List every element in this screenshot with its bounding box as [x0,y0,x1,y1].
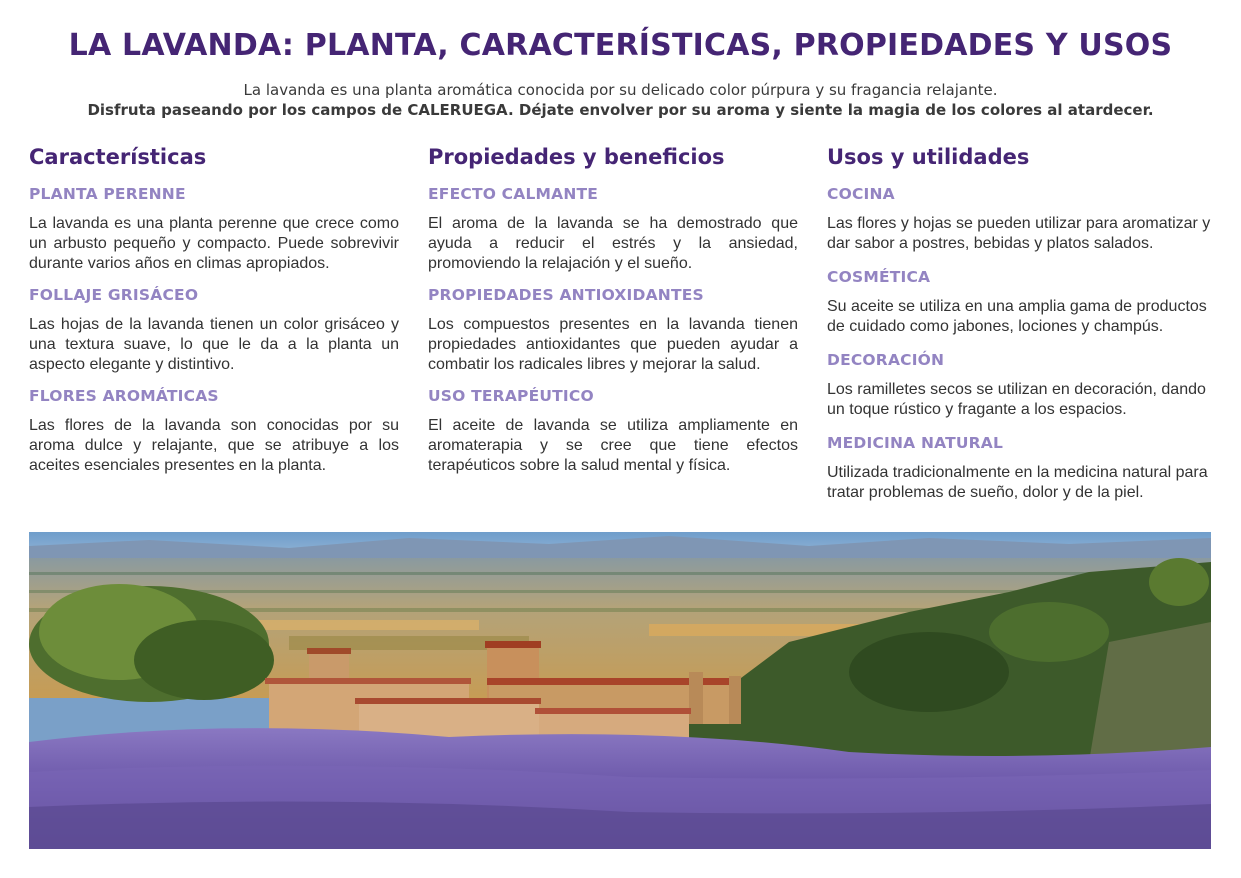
section-title: PLANTA PERENNE [29,185,186,203]
section-follaje-grisaceo [29,285,399,375]
section-medicina-natural [827,433,1211,503]
section-title: COSMÉTICA [827,268,931,286]
lavender-landscape-image [29,532,1211,849]
section-decoracion [827,350,1211,420]
section-title: PROPIEDADES ANTIOXIDANTES [428,286,704,304]
section-uso-terapeutico [428,386,798,476]
column-heading: Usos y utilidades [827,145,1030,169]
section-cocina [827,184,1211,254]
column-caracteristicas [29,144,399,487]
section-text: El aceite de lavanda se utiliza ampliamente en aromaterapia y se cree que tiene efectos terapéuticos sobre la salud mental y física. [428,417,798,474]
section-text: Su aceite se utiliza en una amplia gama de productos de cuidado como jabones, lociones y champús. [827,298,1207,335]
intro-line-1: La lavanda es una planta aromática conocida por su delicado color púrpura y su fragancia relajante. [243,81,998,99]
section-text: Los ramilletes secos se utilizan en decoración, dando un toque rústico y fragante a los espacios. [827,381,1206,418]
section-efecto-calmante [428,184,798,274]
column-propiedades [428,144,798,487]
section-text: Las flores y hojas se pueden utilizar para aromatizar y dar sabor a postres, bebidas y platos salados. [827,215,1211,252]
section-text: La lavanda es una planta perenne que crece como un arbusto pequeño y compacto. Puede sobrevivir durante varios años en climas apropiados. [29,215,399,272]
section-title: DECORACIÓN [827,351,945,369]
section-planta-perenne [29,184,399,274]
section-text: Las hojas de la lavanda tienen un color grisáceo y una textura suave, lo que le da a la planta un aspecto elegante y distintivo. [29,316,399,373]
section-text: Los compuestos presentes en la lavanda tienen propiedades antioxidantes que pueden ayudar a combatir los radicales libres y mejorar la salud. [428,316,798,373]
section-antioxidantes [428,285,798,375]
section-title: MEDICINA NATURAL [827,434,1004,452]
column-usos [827,144,1211,516]
section-text: Utilizada tradicionalmente en la medicina natural para tratar problemas de sueño, dolor y de la piel. [827,464,1208,501]
intro [0,80,1241,120]
section-title: FOLLAJE GRISÁCEO [29,286,199,304]
section-title: USO TERAPÉUTICO [428,387,594,405]
section-text: El aroma de la lavanda se ha demostrado que ayuda a reducir el estrés y la ansiedad, promoviendo la relajación y el sueño. [428,215,798,272]
section-flores-aromaticas [29,386,399,476]
column-heading: Características [29,145,207,169]
section-title: FLORES AROMÁTICAS [29,387,219,405]
intro-line-2: Disfruta paseando por los campos de CALERUEGA. Déjate envolver por su aroma y siente la magia de los colores al atardecer. [87,101,1154,119]
section-title: EFECTO CALMANTE [428,185,599,203]
section-text: Las flores de la lavanda son conocidas por su aroma dulce y relajante, que se atribuye a los aceites esenciales presentes en la planta. [29,417,399,474]
section-title: COCINA [827,185,895,203]
column-heading: Propiedades y beneficios [428,145,725,169]
page-title: LA LAVANDA: PLANTA, CARACTERÍSTICAS, PROPIEDADES Y USOS [68,28,1173,63]
section-cosmetica [827,267,1211,337]
